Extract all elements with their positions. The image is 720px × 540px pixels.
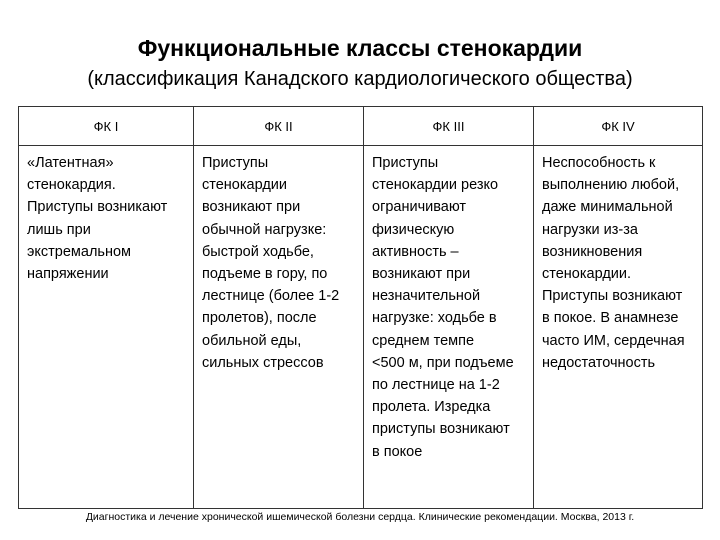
- table-header: [19, 107, 703, 146]
- header-fc2: ФК II: [194, 107, 364, 146]
- cell-fc2-description: Приступы стенокардии возникают при обычной нагрузке: быстрой ходьбе, подъеме в гору, по лестнице (более 1-2 пролетов), после обильной еды, сильных стрессов: [194, 146, 364, 509]
- source-citation: Диагностика и лечение хронической ишемической болезни сердца. Клинические рекомендации. Москва, 2013 г.: [85, 511, 635, 523]
- table-header-row: [19, 107, 703, 146]
- page-subtitle: (классификация Канадского кардиологического общества): [87, 68, 633, 90]
- header-fc3: ФК III: [364, 107, 534, 146]
- cell-fc3-description: Приступы стенокардии резко ограничивают физическую активность – возникают при незначительной нагрузке: ходьбе в среднем темпе <500 м, при подъеме по лестнице на 1-2 пролета. Изредка приступы возникают в покое: [364, 146, 534, 509]
- cell-fc4-description: Неспособность к выполнению любой, даже минимальной нагрузки из-за возникновения стенокардии. Приступы возникают в покое. В анамнезе часто ИМ, сердечная недостаточность: [534, 146, 703, 509]
- page-title: Функциональные классы стенокардии: [137, 35, 583, 61]
- cell-fc1-description: «Латентная» стенокардия. Приступы возникают лишь при экстремальном напряжении: [19, 146, 194, 509]
- header-fc1: ФК I: [19, 107, 194, 146]
- header-fc4: ФК IV: [534, 107, 703, 146]
- classification-table: [18, 106, 703, 509]
- table-row: [19, 146, 703, 509]
